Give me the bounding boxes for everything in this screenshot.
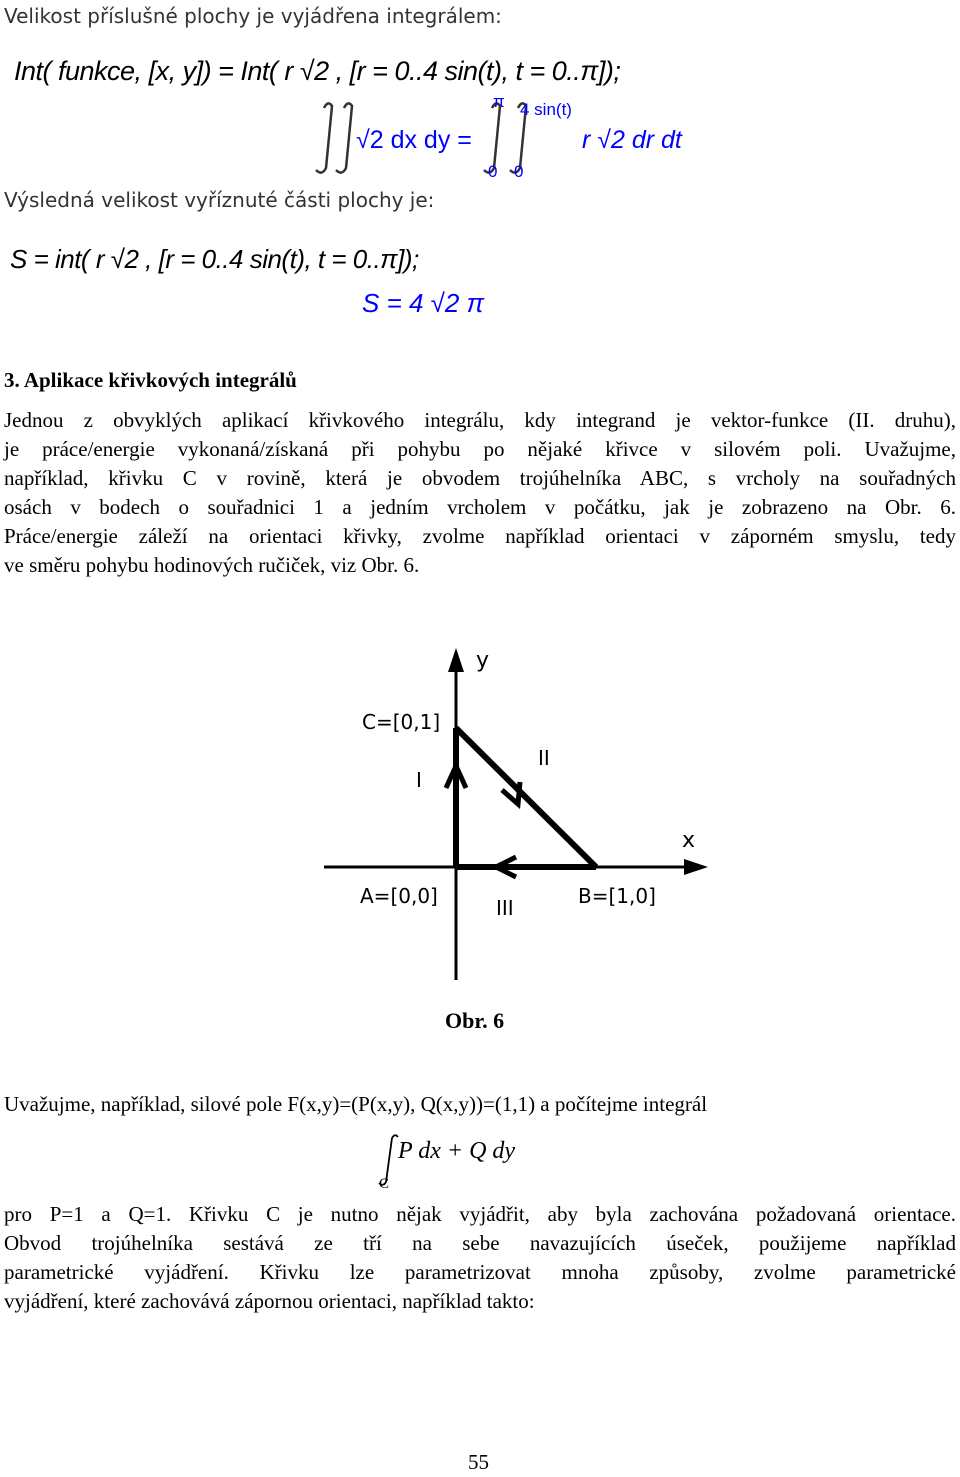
maple-output-1 [310,92,720,186]
maple-command-1: Int( funkce, [x, y]) = Int( r √2 , [r = 0..4 sin(t), t = 0..π]); [14,56,621,86]
lhs-integrand: √2 dx dy = [356,126,472,154]
paragraph-1-line: Práce/energie záleží na orientaci křivky, zvolme například orientaci v záporném smyslu, tedy [4,524,956,548]
x-axis-label: x [682,828,696,853]
intro-text: Velikost příslušné plochy je vyjádřena integrálem: [4,4,502,28]
page-number: 55 [468,1450,489,1474]
y-axis-arrowhead [448,648,464,672]
paragraph-1-line: osách v bodech o souřadnici 1 a jedním vrcholem v počátku, jak je zobrazeno na Obr. 6. [4,495,956,519]
section-heading: 3. Aplikace křivkových integrálů [4,368,297,392]
maple-output-2: S = 4 √2 π [362,288,485,318]
upper-limit-inner: 4 sin(t) [520,100,572,119]
paragraph-2 [4,1200,956,1316]
point-b-label: B=[1,0] [578,884,656,908]
paragraph-1-line: například, křivku C v rovině, která je obvodem trojúhelníka ABC, s vrcholy na souřadných [4,466,956,490]
point-c-label: C=[0,1] [362,710,441,734]
upper-limit-outer: π [493,92,505,111]
triangle-figure [320,640,720,985]
integral-body: P dx + Q dy [398,1138,516,1164]
segment-i-label: I [416,768,422,792]
paragraph-1-line: je práce/energie vykonaná/získaná při pohybu po nějaké křivce v silovém poli. Uvažujme, [4,437,956,461]
integral-subscript: C [379,1176,390,1192]
paragraph-1 [4,406,956,580]
paragraph-2-line: parametrické vyjádření. Křivku lze parametrizovat mnoha způsoby, zvolme parametrické [4,1260,956,1284]
segment-ii-line [456,728,596,867]
y-axis-label: y [476,648,490,673]
paragraph-2-line: vyjádření, které zachovává zápornou orientaci, například takto: [4,1289,535,1313]
segment-ii-label: II [538,746,550,770]
triangle-diagram [320,640,720,985]
x-axis-arrowhead [684,859,708,875]
paragraph-1-line: Jednou z obvyklých aplikací křivkového integrálu, kdy integrand je vektor-funkce (II. druhu), [4,408,956,432]
point-a-label: A=[0,0] [360,884,438,908]
lower-limit-outer: 0 [488,162,498,181]
segment-iii-label: III [496,896,514,920]
lower-limit-inner: 0 [514,162,524,181]
paragraph-1-line: ve směru pohybu hodinových ručiček, viz Obr. 6. [4,553,420,577]
force-field-text: Uvažujme, například, silové pole F(x,y)=(P(x,y), Q(x,y))=(1,1) a počítejme integrál [4,1092,708,1116]
result-text: Výsledná velikost vyříznuté části plochy je: [4,188,435,212]
paragraph-2-line: pro P=1 a Q=1. Křivku C je nutno nějak vyjádřit, aby byla zachována požadovaná orientace. [4,1202,956,1226]
maple-command-2: S = int( r √2 , [r = 0..4 sin(t), t = 0..π]); [10,244,419,274]
paragraph-2-line: Obvod trojúhelníka sestává ze tří na sebe navazujících úseček, použijeme například [4,1231,956,1255]
line-integral [376,1132,536,1198]
rhs-integrand: r √2 dr dt [582,126,682,154]
figure-caption: Obr. 6 [445,1008,505,1033]
